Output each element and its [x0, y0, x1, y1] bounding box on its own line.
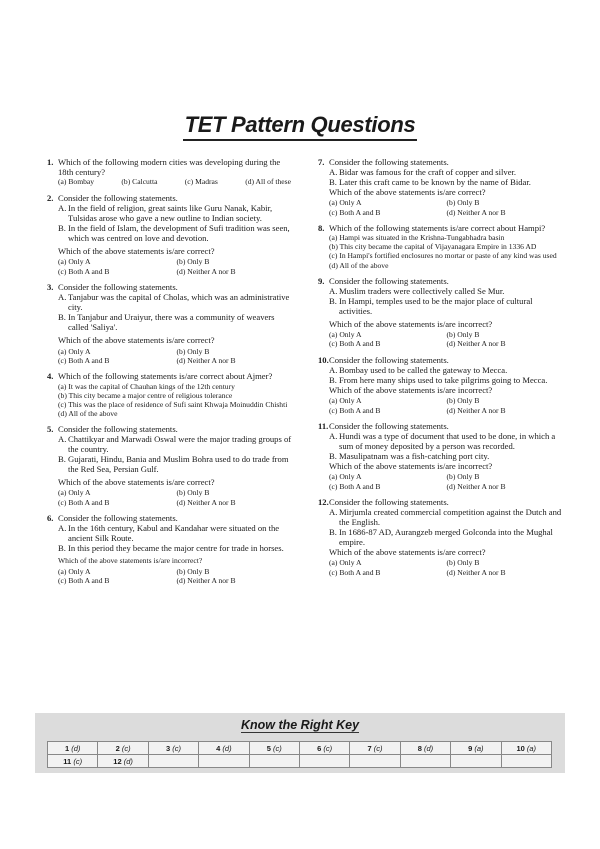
- page-title: TET Pattern Questions: [0, 112, 600, 141]
- answer-key-cell-empty: [249, 755, 299, 768]
- answer-key-cell-empty: [501, 755, 551, 768]
- statement-a: A. In the 16th century, Kabul and Kandahar were situated on the ancient Silk Route.: [58, 523, 280, 544]
- question-3: 3. Consider the following statements. A. Tanjabur was the capital of Cholas, which was an administrative city. B. In Tanjabur and Uraiyur, there was a community of weavers called 'Saliya'. Which of the above statements is/are correct? (a) Only A (b) Only B (c) Both A and B (d) Neither A nor B: [47, 282, 295, 365]
- question-9: 9. Consider the following statements. A. Muslim traders were collectively called Se Mur. B. In Hampi, temples used to be the major place of cultural activities. Which of the above statements is/are incorrect? (a) Only A (b) Only B (c) Both A and B (d) Neither A nor B: [318, 276, 564, 349]
- statement-b: B. In this period they became the major centre for trade in horses.: [58, 543, 284, 554]
- answer-key-cell: 10 (a): [501, 742, 551, 755]
- options: (a) Only A (b) Only B (c) Both A and B (d) Neither A nor B: [329, 558, 506, 577]
- answer-key-cell-empty: [350, 755, 400, 768]
- question-10: 10. Consider the following statements. A. Bombay used to be called the gateway to Mecca. B. From here many ships used to take pilgrims going to Mecca. Which of the above statements is/are incorrect? (a) Only A (b) Only B (c) Both A and B (d) Neither A nor B: [318, 355, 564, 415]
- statement-b: B. From here many ships used to take pilgrims going to Mecca.: [329, 374, 548, 385]
- statement-a: A. Mirjumla created commercial competition against the Dutch and the English.: [329, 507, 562, 528]
- answer-key-title: Know the Right Key: [240, 718, 360, 732]
- statement-a: A. Hundi was a type of document that used to be done, in which a sum of money deposited by a person was recorded.: [329, 431, 556, 452]
- question-1: 1. Which of the following modern cities was developing during the 18th century? (a) Bombay (b) Calcutta (c) Madras (d) All of these: [47, 157, 295, 187]
- statement-b: B. In the field of Islam, the development of Sufi tradition was seen, which was centred on love and devotion.: [58, 223, 290, 244]
- question-7: 7. Consider the following statements. A. Bidar was famous for the craft of copper and silver. B. Later this craft came to be known by the name of Bidar. Which of the above statements is/are correct? (a) Only A (b) Only B (c) Both A and B (d) Neither A nor B: [318, 157, 564, 217]
- options: (a) Bombay (b) Calcutta (c) Madras (d) All of these: [58, 177, 291, 187]
- options: (a) Only A (b) Only B (c) Both A and B (d) Neither A nor B: [58, 346, 236, 365]
- question-2: 2. Consider the following statements. A. In the field of religion, great saints like Guru Nanak, Kabir, Tulsidas arose who gave a new outline to Indian society. B. In the field of Islam, the development of Sufi tradition was seen, which was centred on love and devotion. Which of the above statements is/are correct? (a) Only A (b) Only B (c) Both A and B (d) Neither A nor B: [47, 193, 295, 276]
- answer-key-cell-empty: [299, 755, 349, 768]
- question-8: 8. Which of the following statements is/are correct about Hampi? (a) Hampi was situated in the Krishna-Tungabhadra basin (b) This city became the capital of Vijayanagara Empire in 1336 AD (c) In Hampi's fortified enclosures no mortar or paste of any kind was used (d) All of the above: [318, 223, 557, 270]
- statement-b: B. Gujarati, Hindu, Bania and Muslim Bohra used to do trade from the Red Sea, Persian Gulf.: [58, 454, 289, 475]
- question-12: 12. Consider the following statements. A. Mirjumla created commercial competition against the Dutch and the English. B. In 1686-87 AD, Aurangzeb merged Golconda into the Mughal empire. Which of the above statements is/are correct? (a) Only A (b) Only B (c) Both A and B (d) Neither A nor B: [318, 497, 564, 577]
- statement-b: B. Later this craft came to be known by the name of Bidar.: [329, 177, 531, 188]
- statement-a: A. Chattikyar and Marwadi Oswal were the major trading groups of the country.: [58, 434, 292, 455]
- statement-b: B. Masulipatnam was a fish-catching port city.: [329, 451, 490, 462]
- statement-a: A. In the field of religion, great saints like Guru Nanak, Kabir, Tulsidas arose who gave a new outline to Indian society.: [58, 203, 273, 224]
- statement-b: B. In 1686-87 AD, Aurangzeb merged Golconda into the Mughal empire.: [329, 527, 553, 548]
- answer-key-cell-empty: [148, 755, 198, 768]
- answer-key-cell: 4 (d): [199, 742, 249, 755]
- options: (a) Only A (b) Only B (c) Both A and B (d) Neither A nor B: [58, 257, 236, 276]
- options: (a) Only A (b) Only B (c) Both A and B (d) Neither A nor B: [58, 488, 236, 507]
- answer-key-cell-empty: [400, 755, 450, 768]
- options: (a) Only A (b) Only B (c) Both A and B (d) Neither A nor B: [329, 329, 506, 349]
- left-column: [47, 157, 295, 591]
- answer-key-cell: 12 (d): [98, 755, 148, 768]
- options: (a) Only A (b) Only B (c) Both A and B (d) Neither A nor B: [329, 396, 506, 415]
- question-11: 11. Consider the following statements. A. Hundi was a type of document that used to be done, in which a sum of money deposited by a person was recorded. B. Masulipatnam was a fish-catching port city. Which of the above statements is/are incorrect? (a) Only A (b) Only B (c) Both A and B (d) Neither A nor B: [318, 421, 564, 491]
- answer-key-cell: 2 (c): [98, 742, 148, 755]
- answer-key-cell-empty: [199, 755, 249, 768]
- statement-b: B. In Hampi, temples used to be the major place of cultural activities.: [329, 295, 533, 316]
- question-6: 6. Consider the following statements. A. In the 16th century, Kabul and Kandahar were situated on the ancient Silk Route. B. In this period they became the major centre for trade in horses. Which of the above statements is/are incorrect? (a) Only A (b) Only B (c) Both A and B (d) Neither A nor B: [47, 513, 295, 585]
- answer-key-cell: 3 (c): [148, 742, 198, 755]
- options: (a) Only A (b) Only B (c) Both A and B (d) Neither A nor B: [329, 472, 506, 491]
- answer-key-row: [48, 742, 552, 755]
- statement-a: A. Bombay used to be called the gateway to Mecca.: [329, 364, 508, 375]
- answer-key-box: [35, 713, 565, 773]
- answer-key-cell: 8 (d): [400, 742, 450, 755]
- answer-key-cell: 5 (c): [249, 742, 299, 755]
- question-4: 4. Which of the following statements is/are correct about Ajmer? (a) It was the capital of Chauhan kings of the 12th century (b) This city became a major centre of religious tolerance (c) This was the place of residence of Sufi saint Khwaja Moinuddin Chishti (d) All of the above: [47, 371, 288, 418]
- statement-a: A. Tanjabur was the capital of Cholas, which was an administrative city.: [58, 292, 290, 313]
- right-column: [318, 157, 564, 583]
- answer-key-cell: 9 (a): [451, 742, 501, 755]
- answer-key-row: [48, 755, 552, 768]
- answer-key-cell: 11 (c): [48, 755, 98, 768]
- statement-b: B. In Tanjabur and Uraiyur, there was a community of weavers called 'Saliya'.: [58, 312, 275, 333]
- answer-key-cell-empty: [451, 755, 501, 768]
- answer-key-cell: 6 (c): [299, 742, 349, 755]
- answer-key-cell: 7 (c): [350, 742, 400, 755]
- answer-key-table: [47, 741, 552, 768]
- options: (a) Only A (b) Only B (c) Both A and B (d) Neither A nor B: [58, 566, 236, 585]
- question-5: 5. Consider the following statements. A. Chattikyar and Marwadi Oswal were the major trading groups of the country. B. Gujarati, Hindu, Bania and Muslim Bohra used to do trade from the Red Sea, Persian Gulf. Which of the above statements is/are correct? (a) Only A (b) Only B (c) Both A and B (d) Neither A nor B: [47, 424, 295, 507]
- options: (a) Only A (b) Only B (c) Both A and B (d) Neither A nor B: [329, 198, 506, 217]
- statement-a: A. Muslim traders were collectively called Se Mur.: [329, 285, 505, 296]
- statement-a: A. Bidar was famous for the craft of copper and silver.: [329, 167, 517, 178]
- answer-key-cell: 1 (d): [48, 742, 98, 755]
